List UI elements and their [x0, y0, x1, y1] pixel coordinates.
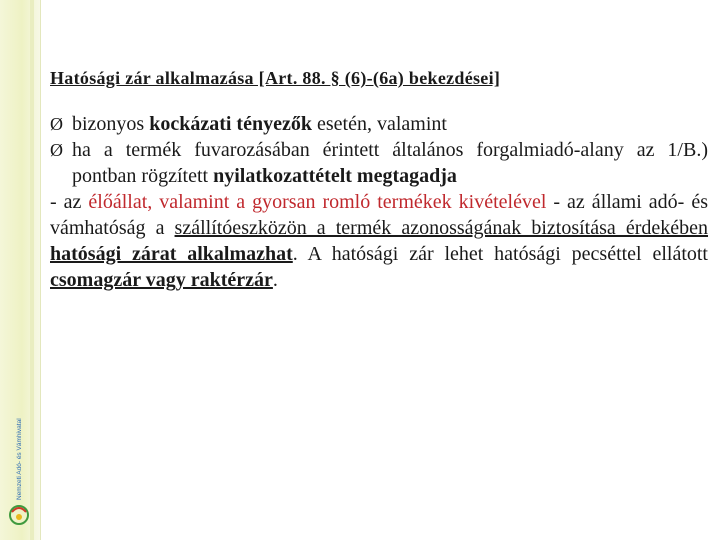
arrow-bullet-icon: Ø [50, 114, 63, 134]
bold-text: nyilatkozattételt megtagadja [213, 165, 457, 187]
text-run: . A hatósági zár lehet hatósági pecséttel ellátott [292, 243, 708, 265]
page-title: Hatósági zár alkalmazása [Art. 88. § (6)-(6a) bekezdései] [50, 68, 501, 88]
decorative-sidebar [0, 0, 41, 540]
text-run: esetén, valamint [311, 113, 447, 135]
logo-emblem-dot [16, 514, 22, 520]
text-run: bizonyos [72, 113, 150, 135]
text-run: . [272, 269, 278, 291]
arrow-bullet-icon: Ø [50, 140, 63, 160]
underlined-bold-text: hatósági zárat alkalmazhat [50, 243, 293, 265]
text-run: - az állami adó- és vámhatóság a [50, 191, 708, 239]
list-item-text [72, 111, 447, 137]
underlined-text: szállítóeszközön a termék azonosságának biztosítása érdekében [174, 217, 709, 239]
bold-text: kockázati tényezők [149, 113, 312, 135]
list-item-text [72, 137, 708, 189]
text-run: ha a termék fuvarozásában érintett általános forgalmiadó-alany az 1/B.) pontban rögzített [72, 139, 708, 187]
list-item-refusal [50, 137, 708, 189]
logo-text: Nemzeti Adó- és Vámhivatal [16, 418, 23, 500]
nav-logo [4, 400, 34, 535]
red-emphasis-text: élőállat, valamint a gyorsan romló termékek kivételével [88, 191, 547, 213]
slide-content [50, 68, 708, 293]
body-paragraph [50, 189, 708, 293]
list-item-risk [50, 111, 708, 137]
text-run: - az [50, 191, 89, 213]
underlined-bold-text: csomagzár vagy raktérzár [50, 269, 273, 291]
